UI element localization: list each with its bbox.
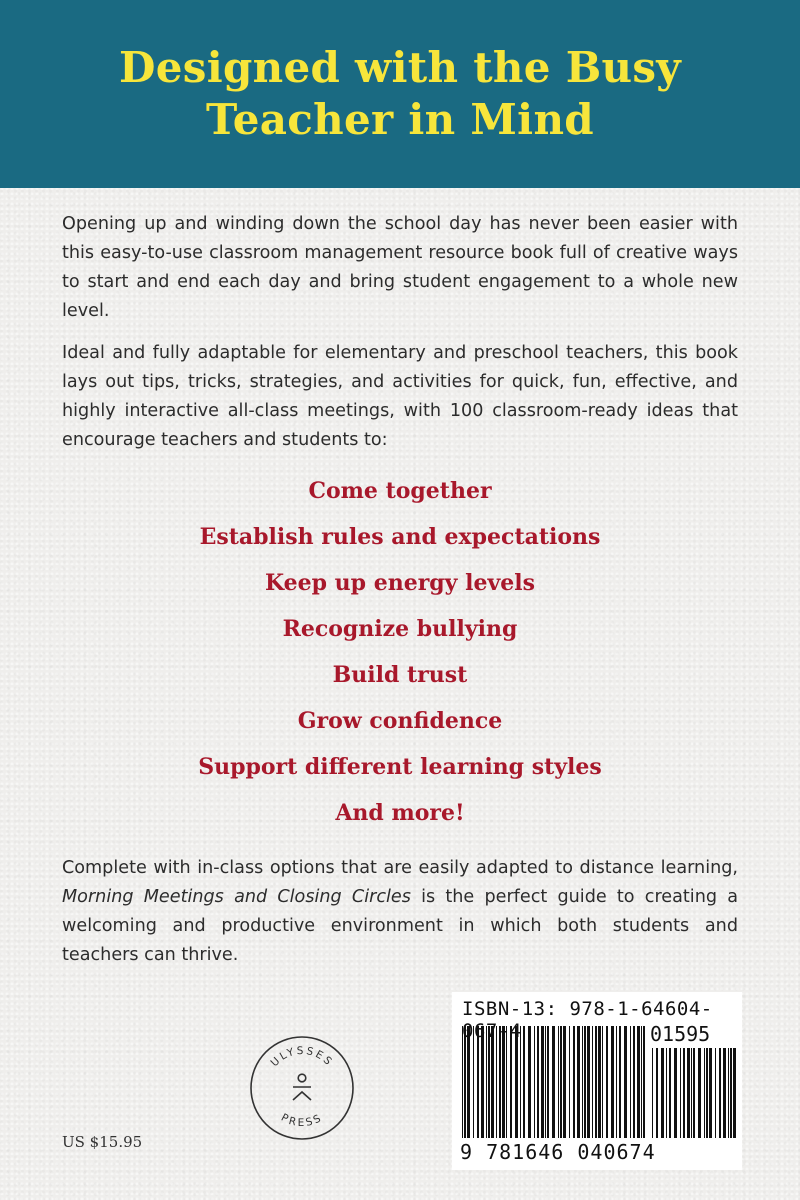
barcode-bar bbox=[730, 1048, 732, 1138]
barcode-bar bbox=[587, 1026, 590, 1138]
barcode-bar bbox=[680, 1048, 681, 1138]
closing-text-start: Complete with in-class options that are easily adapted to distance learning, bbox=[62, 858, 738, 878]
barcode-bar bbox=[669, 1048, 671, 1138]
barcode-bar bbox=[706, 1048, 708, 1138]
barcode-bar bbox=[674, 1048, 677, 1138]
barcode-bar bbox=[481, 1026, 484, 1138]
page-title: Designed with the Busy Teacher in Mind bbox=[119, 43, 681, 144]
barcode-bar bbox=[528, 1026, 531, 1138]
barcode-bar bbox=[534, 1026, 535, 1138]
barcode-bar bbox=[515, 1026, 518, 1138]
barcode-bar bbox=[491, 1026, 494, 1138]
barcode-bar bbox=[584, 1026, 586, 1138]
barcode-bar bbox=[630, 1026, 631, 1138]
benefits-list bbox=[0, 468, 800, 836]
benefit-item: Support different learning styles bbox=[198, 754, 602, 780]
barcode-bar bbox=[520, 1026, 521, 1138]
benefit-item: Keep up energy levels bbox=[265, 570, 535, 596]
barcode-bar bbox=[624, 1026, 627, 1138]
barcode-bar bbox=[462, 1026, 463, 1138]
barcode-bar bbox=[719, 1048, 721, 1138]
barcode-bar bbox=[558, 1026, 559, 1138]
barcode-bar bbox=[637, 1026, 640, 1138]
barcode-bar bbox=[683, 1048, 685, 1138]
barcode-bar bbox=[598, 1026, 601, 1138]
benefit-item: And more! bbox=[335, 800, 465, 826]
barcode-bar bbox=[652, 1048, 653, 1138]
barcode-bar bbox=[486, 1026, 487, 1138]
barcode-bar bbox=[573, 1026, 575, 1138]
barcode-bar bbox=[510, 1026, 512, 1138]
barcode-bar bbox=[467, 1026, 470, 1138]
barcode-bar bbox=[709, 1048, 712, 1138]
barcode-bar bbox=[560, 1026, 562, 1138]
benefit-item: Build trust bbox=[332, 662, 468, 688]
barcode-bar bbox=[693, 1048, 695, 1138]
isbn-barcode bbox=[452, 992, 742, 1170]
barcode-bar bbox=[606, 1026, 608, 1138]
barcode-digits: 9 781646 040674 bbox=[460, 1140, 656, 1164]
ideal-paragraph: Ideal and fully adaptable for elementary and preschool teachers, this book lays out tips, tricks, strategies, and activities for quick, fun, effective, and highly interactive all-class meetings, with 100 classroom-ready ideas that encourage teachers and students to: bbox=[62, 343, 738, 450]
barcode-bar bbox=[661, 1048, 664, 1138]
barcode-bar bbox=[488, 1026, 490, 1138]
barcode-bar bbox=[733, 1048, 736, 1138]
barcode-bar bbox=[499, 1026, 501, 1138]
header-banner bbox=[0, 0, 800, 188]
barcode-bar bbox=[641, 1026, 642, 1138]
barcode-bar bbox=[523, 1026, 525, 1138]
benefit-item: Grow confidence bbox=[297, 708, 503, 734]
barcode-bar bbox=[547, 1026, 549, 1138]
barcode-bar bbox=[537, 1026, 539, 1138]
price-label: US $15.95 bbox=[62, 1133, 143, 1151]
barcode-bar bbox=[545, 1026, 546, 1138]
barcode-bar bbox=[602, 1026, 603, 1138]
closing-paragraph bbox=[62, 854, 738, 970]
barcode-bar bbox=[633, 1026, 635, 1138]
book-title: Morning Meetings and Closing Circles bbox=[62, 887, 411, 907]
benefit-item: Establish rules and expectations bbox=[199, 524, 601, 550]
isbn-label: ISBN-13: 978-1-64604-06 -4 bbox=[462, 998, 713, 1042]
barcode-bar bbox=[496, 1026, 497, 1138]
benefit-item: Come together bbox=[308, 478, 492, 504]
benefit-item: Recognize bullying bbox=[282, 616, 518, 642]
barcode-bar bbox=[592, 1026, 593, 1138]
barcode-bar bbox=[698, 1048, 701, 1138]
barcode-bar bbox=[552, 1026, 555, 1138]
barcode-bar bbox=[656, 1048, 658, 1138]
barcode-bar bbox=[687, 1048, 690, 1138]
traveler-figure-icon bbox=[293, 1074, 311, 1100]
barcode-bar bbox=[577, 1026, 580, 1138]
barcode-bar bbox=[715, 1048, 716, 1138]
barcode-bar bbox=[477, 1026, 479, 1138]
intro-paragraph: Opening up and winding down the school day has never been easier with this easy-to-use classroom management resource book full of creative ways to start and end each day and bring student engagement to a whole new level. bbox=[62, 214, 738, 321]
barcode-bar bbox=[595, 1026, 597, 1138]
barcode-bar bbox=[502, 1026, 505, 1138]
barcode-bar bbox=[691, 1048, 692, 1138]
barcode-bar bbox=[563, 1026, 566, 1138]
barcode-bar bbox=[666, 1048, 667, 1138]
barcode-bar bbox=[464, 1026, 466, 1138]
barcode-bar bbox=[506, 1026, 507, 1138]
logo-text-bottom: PRESS bbox=[279, 1111, 325, 1130]
barcode-bar bbox=[643, 1026, 645, 1138]
barcode-bar bbox=[541, 1026, 544, 1138]
barcode-addon-number: 01595 bbox=[650, 1022, 711, 1046]
barcode-bar bbox=[723, 1048, 726, 1138]
barcode-bar bbox=[616, 1026, 617, 1138]
barcode-bar bbox=[619, 1026, 621, 1138]
barcode-bar bbox=[611, 1026, 614, 1138]
publisher-logo bbox=[248, 1034, 356, 1142]
barcode-bar bbox=[728, 1048, 729, 1138]
barcode-bar bbox=[473, 1026, 474, 1138]
closing-text-end: is the perfect guide to creating a welcoming and productive environment in which both students and teachers can thrive. bbox=[62, 887, 739, 965]
barcode-bar bbox=[582, 1026, 583, 1138]
barcode-bar bbox=[569, 1026, 570, 1138]
logo-text-top: ULYSSES bbox=[268, 1044, 336, 1070]
barcode-bar bbox=[704, 1048, 705, 1138]
